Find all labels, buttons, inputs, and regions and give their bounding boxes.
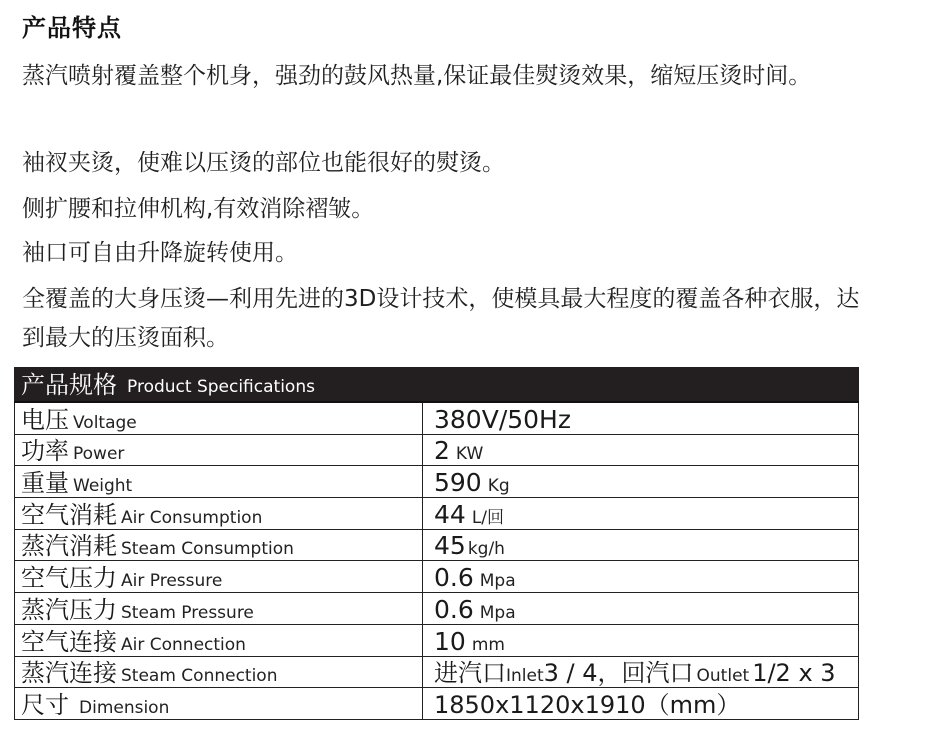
spec-row-steam-connection — [14, 657, 859, 689]
spec-label-cn: 尺寸 — [21, 690, 69, 719]
spec-value-number: 0.6 — [434, 594, 474, 624]
spec-label-en: Steam Connection — [121, 666, 278, 687]
spec-label-en: Dimension — [79, 697, 170, 718]
spec-value-number: 2 — [434, 436, 450, 466]
spec-row-air-connection — [14, 625, 859, 657]
spec-value-unit: L/回 — [471, 507, 505, 528]
spec-value — [423, 435, 858, 466]
feature-paragraph: 袖衩夹烫，使难以压烫的部位也能很好的熨烫。 — [22, 150, 505, 176]
spec-header-en: Product Specifications — [127, 377, 315, 397]
spec-value-unit: Mpa — [479, 602, 516, 623]
spec-label-en: Power — [73, 444, 125, 465]
spec-value — [423, 498, 858, 529]
spec-label-en: Voltage — [73, 412, 137, 433]
spec-table — [14, 367, 859, 720]
spec-value-unit: Mpa — [479, 571, 516, 592]
spec-value-number: 45 — [434, 531, 466, 561]
spec-value-number: 590 — [434, 468, 482, 498]
inlet-label-en: Inlet — [506, 666, 544, 687]
spec-label — [15, 498, 423, 529]
spec-label-en: Air Connection — [121, 634, 246, 655]
spec-value — [423, 530, 858, 561]
spec-row-voltage — [14, 403, 859, 435]
spec-row-weight — [14, 466, 859, 498]
spec-value — [423, 593, 858, 624]
spec-label-cn: 功率 — [21, 437, 69, 466]
spec-value — [423, 625, 858, 656]
spec-value-unit: KW — [455, 444, 484, 465]
spec-label-en: Weight — [73, 476, 133, 497]
feature-paragraph: 侧扩腰和拉伸机构,有效消除褶皱。 — [22, 196, 375, 222]
spec-label-en: Air Consumption — [121, 507, 263, 528]
spec-label — [15, 530, 423, 561]
spec-value-number: 1850x1120x1910（mm） — [434, 690, 741, 719]
spec-label — [15, 435, 423, 466]
spec-label-cn: 蒸汽连接 — [21, 659, 117, 688]
spec-label — [15, 466, 423, 497]
feature-paragraph: 蒸汽喷射覆盖整个机身，强劲的鼓风热量,保证最佳熨烫效果，缩短压烫时间。 — [22, 63, 812, 89]
feature-paragraph: 袖口可自由升降旋转使用。 — [22, 240, 298, 266]
outlet-label-cn: 回汽口 — [621, 659, 694, 688]
spec-label-en: Air Pressure — [121, 571, 223, 592]
spec-label — [15, 593, 423, 624]
spec-value-number: 10 — [434, 626, 466, 656]
spec-row-steam-consumption — [14, 530, 859, 562]
spec-table-header — [14, 367, 859, 403]
spec-label-cn: 重量 — [21, 469, 69, 498]
spec-row-steam-pressure — [14, 593, 859, 625]
inlet-value: 3 / 4， — [543, 659, 622, 688]
spec-label — [15, 561, 423, 592]
outlet-value: 1/2 x 3 — [752, 659, 836, 688]
spec-label-cn: 蒸汽消耗 — [21, 532, 117, 561]
spec-label-en: Steam Pressure — [121, 602, 254, 623]
spec-label-cn: 空气消耗 — [21, 500, 117, 529]
spec-row-air-pressure — [14, 561, 859, 593]
spec-value — [423, 466, 858, 497]
spec-value — [423, 403, 858, 434]
spec-label-cn: 电压 — [21, 405, 69, 434]
spec-label-cn: 空气连接 — [21, 627, 117, 656]
spec-value — [423, 657, 858, 688]
spec-value-unit: Kg — [487, 476, 510, 497]
spec-value — [423, 561, 858, 592]
spec-row-dimension — [14, 688, 859, 720]
spec-value-number: 0.6 — [434, 563, 474, 593]
spec-value-number: 44 — [434, 499, 466, 529]
spec-row-power — [14, 435, 859, 467]
features-title: 产品特点 — [22, 14, 122, 42]
spec-header-cn: 产品规格 — [21, 371, 117, 399]
inlet-label-cn: 进汽口 — [434, 659, 506, 688]
spec-label — [15, 625, 423, 656]
spec-label — [15, 688, 423, 719]
spec-label-cn: 蒸汽压力 — [21, 595, 117, 624]
spec-label-en: Steam Consumption — [121, 539, 294, 560]
feature-paragraph: 全覆盖的大身压烫—利用先进的3D设计技术，使模具最大程度的覆盖各种衣服，达到最大的压烫面积。 — [22, 286, 860, 351]
spec-value-unit: mm — [471, 634, 505, 655]
spec-label — [15, 657, 423, 688]
spec-label — [15, 403, 423, 434]
spec-value-unit: kg/h — [467, 539, 505, 560]
spec-value-number: 380V/50Hz — [434, 404, 571, 434]
spec-row-air-consumption — [14, 498, 859, 530]
spec-value — [423, 688, 858, 719]
outlet-label-en: Outlet — [696, 666, 750, 687]
spec-label-cn: 空气压力 — [21, 564, 117, 593]
